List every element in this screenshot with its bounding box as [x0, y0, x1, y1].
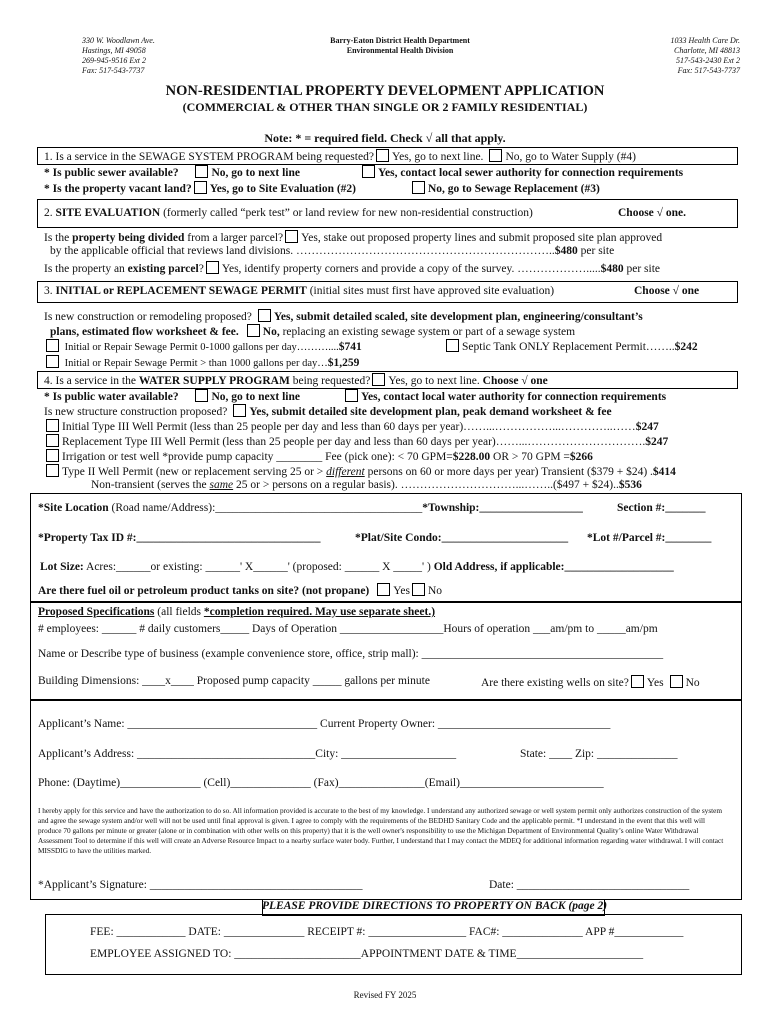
s2-divided: Is the property being divided from a larger parcel? Yes, stake out proposed property lines and submit proposed site plan approved [44, 232, 663, 244]
specs-operations-field[interactable]: # employees: ______ # daily customers_____ Days of Operation __________________Hours of operation ___am/pm to _____am/pm [38, 623, 658, 635]
office-use-box [45, 914, 742, 975]
s4-well-initial-checkbox[interactable] [46, 419, 59, 432]
page-subtitle: (COMMERCIAL & OTHER THAN SINGLE OR 2 FAMILY RESIDENTIAL) [182, 100, 588, 114]
header-left-address: 330 W. Woodlawn Ave. Hastings, MI 49058 269-945-9516 Ext 2 Fax: 517-543-7737 [82, 36, 155, 75]
s1-public-sewer-yes: Yes, contact local sewer authority for connection requirements [360, 165, 683, 179]
header-center-org: Barry-Eaton District Health Department Environmental Health Division [330, 36, 470, 55]
s3-choose: Choose √ one [634, 285, 700, 297]
fuel-no-checkbox[interactable] [412, 583, 425, 596]
s3-permit-large-checkbox[interactable] [46, 355, 59, 368]
s3-septic-tank: Septic Tank ONLY Replacement Permit……..$242 [444, 339, 698, 353]
s3-title: 3. INITIAL or REPLACEMENT SEWAGE PERMIT (initial sites must first have approved site evaluation) [44, 285, 555, 297]
s1-vacant-land: * Is the property vacant land? Yes, go to Site Evaluation (#2) [44, 183, 357, 195]
tax-id-field[interactable]: *Property Tax ID #:________________________________ [38, 532, 321, 544]
s1-sewer-yes-checkbox[interactable] [362, 165, 375, 178]
plat-field[interactable]: *Plat/Site Condo:______________________ [355, 532, 569, 544]
s2-existing: Is the property an existing parcel? Yes, identify property corners and provide a copy of the survey. ……………….....$480 per site [44, 263, 661, 275]
s1-vacant-no-checkbox[interactable] [412, 181, 425, 194]
s4-well-initial: Initial Type III Well Permit (less than 25 people per day and less than 60 days per year)……...……………...…………..……$247 [44, 419, 659, 433]
s4-well-replacement-checkbox[interactable] [46, 434, 59, 447]
s3-permit-large: Initial or Repair Sewage Permit > than 1000 gallons per day…$1,259 [44, 355, 359, 369]
s2-divided-fee: by the applicable official that reviews land divisions. …………………………………………………………..$480 per site [50, 245, 615, 257]
s4-well-replacement: Replacement Type III Well Permit (less than 25 people per day and less than 60 days per year)……...………………………….$247 [44, 434, 668, 448]
section-field[interactable]: Section #:_______ [617, 502, 706, 514]
s4-irrigation-checkbox[interactable] [46, 449, 59, 462]
page-title: NON-RESIDENTIAL PROPERTY DEVELOPMENT APPLICATION [165, 83, 605, 99]
s2-title: 2. SITE EVALUATION (formerly called “perk test” or land review for new non-residential construction) [44, 207, 533, 219]
office-fee-line[interactable]: FEE: ____________ DATE: ______________ RECEIPT #: _________________ FAC#: ______________ APP #____________ [90, 926, 684, 938]
date-field[interactable]: Date: ______________________________ [489, 879, 690, 891]
s1-vacant-no: No, go to Sewage Replacement (#3) [410, 181, 600, 195]
fuel-yes-checkbox[interactable] [377, 583, 390, 596]
s4-yes-checkbox[interactable] [372, 373, 385, 386]
lot-size-field[interactable]: Lot Size: Acres:______or existing: ______' X______' (proposed: ______ X _____' ) Old Address, if applicable:___________________ [40, 561, 674, 573]
required-note: Note: * = required field. Check √ all that apply. [264, 131, 506, 145]
s4-water-no-checkbox[interactable] [195, 389, 208, 402]
s1-yes-checkbox[interactable] [376, 149, 389, 162]
wells-no-checkbox[interactable] [670, 675, 683, 688]
s4-type2: Type II Well Permit (new or replacement serving 25 or > different persons on 60 or more days per year) Transient ($379 + $24) .$414 [44, 464, 676, 478]
signature-field[interactable]: *Applicant’s Signature: _____________________________________ [38, 879, 363, 891]
s4-irrigation: Irrigation or test well *provide pump capacity ________ Fee (pick one): < 70 GPM=$228.00 OR > 70 GPM =$266 [44, 449, 593, 463]
s3-plans: plans, estimated flow worksheet & fee. No, replacing an existing sewage system or part of a sewage system [50, 326, 576, 338]
s1-question: 1. Is a service in the SEWAGE SYSTEM PROGRAM being requested? Yes, go to next line. No, go to Water Supply (#4) [44, 151, 636, 163]
s4-question: 4. Is a service in the WATER SUPPLY PROGRAM being requested? Yes, go to next line. Choose √ one [44, 375, 548, 387]
header-right-address: 1033 Health Care Dr. Charlotte, MI 48813 517-543-2430 Ext 2 Fax: 517-543-7737 [670, 36, 740, 75]
s3-new-yes-checkbox[interactable] [258, 309, 271, 322]
wells-yes-checkbox[interactable] [631, 675, 644, 688]
applicant-address-field[interactable]: Applicant’s Address: _______________________________City: ____________________ [38, 748, 457, 760]
s4-new-structure: Is new structure construction proposed? Yes, submit detailed site development plan, peak demand worksheet & fee [44, 406, 612, 418]
s2-choose: Choose √ one. [618, 207, 686, 219]
building-dimensions-field[interactable]: Building Dimensions: ____x____ Proposed pump capacity _____ gallons per minute [38, 675, 430, 687]
s4-structure-yes-checkbox[interactable] [233, 404, 246, 417]
specs-title: Proposed Specifications (all fields *completion required. May use separate sheet.) [38, 606, 436, 618]
office-employee-line[interactable]: EMPLOYEE ASSIGNED TO: ______________________APPOINTMENT DATE & TIME______________________ [90, 948, 644, 960]
revision-footer: Revised FY 2025 [353, 990, 417, 1000]
s2-existing-yes-checkbox[interactable] [206, 261, 219, 274]
site-location-field[interactable]: *Site Location (Road name/Address):____________________________________*Township:__________________ [38, 502, 583, 514]
s4-type2-checkbox[interactable] [46, 464, 59, 477]
legal-statement: I hereby apply for this service and have the authorization to do so. All information provided is accurate to the best of my knowledge. I understand any authorized sewage or well system permit only authorizes construction of the system and agree the sewage system and/or well will not be used until final approval is given. I agree to comply with the requirements of the BEDHD Sanitary Code and the applicable permit. *I understand in the event that this well will produce 70 gallons per minute or greater (alone or in combination with other wells on this property) that it is the well owner's responsibility to use the Michigan Department of Environmental Quality’s online Water Withdrawal Assessment Tool to determine if this well will create an Adverse Resource Impact to a nearby surface water body. Further, I understand that I may contact the MDEQ for additional information regarding water withdrawal. I will contact MISSDIG to have the utilities marked. [38, 806, 724, 855]
s1-public-sewer: * Is public sewer available? No, go to next line [44, 167, 300, 179]
s2-divided-yes-checkbox[interactable] [285, 230, 298, 243]
phone-field[interactable]: Phone: (Daytime)______________ (Cell)______________ (Fax)_______________(Email)_________________________ [38, 777, 604, 789]
s4-public-water-yes: Yes, contact local water authority for connection requirements [343, 389, 666, 403]
s1-sewer-no-checkbox[interactable] [195, 165, 208, 178]
s3-permit-small-checkbox[interactable] [46, 339, 59, 352]
s3-new-construction: Is new construction or remodeling proposed? Yes, submit detailed scaled, site development plan, engineering/consultant’s [44, 311, 643, 323]
s3-septic-checkbox[interactable] [446, 339, 459, 352]
s4-nontransient: Non-transient (serves the same 25 or > persons on a regular basis). …………………………...……..($497 + $24)..$536 [91, 479, 642, 491]
s1-vacant-yes-checkbox[interactable] [194, 181, 207, 194]
s3-permit-small: Initial or Repair Sewage Permit 0-1000 gallons per day………....$741 [44, 339, 362, 353]
lot-field[interactable]: *Lot #/Parcel #:________ [587, 532, 712, 544]
directions-banner: PLEASE PROVIDE DIRECTIONS TO PROPERTY ON BACK (page 2) [262, 900, 608, 912]
s1-no-checkbox[interactable] [489, 149, 502, 162]
s4-public-water: * Is public water available? No, go to next line [44, 391, 300, 403]
business-type-field[interactable]: Name or Describe type of business (example convenience store, office, strip mall): __________________________________________ [38, 648, 664, 660]
state-zip-field[interactable]: State: ____ Zip: ______________ [520, 748, 678, 760]
s4-water-yes-checkbox[interactable] [345, 389, 358, 402]
s3-new-no-checkbox[interactable] [247, 324, 260, 337]
applicant-name-field[interactable]: Applicant’s Name: _________________________________ Current Property Owner: ______________________________ [38, 718, 611, 730]
fuel-tanks-question: Are there fuel oil or petroleum product tanks on site? (not propane) Yes No [38, 585, 443, 597]
existing-wells-question: Are there existing wells on site? Yes No [481, 677, 700, 689]
